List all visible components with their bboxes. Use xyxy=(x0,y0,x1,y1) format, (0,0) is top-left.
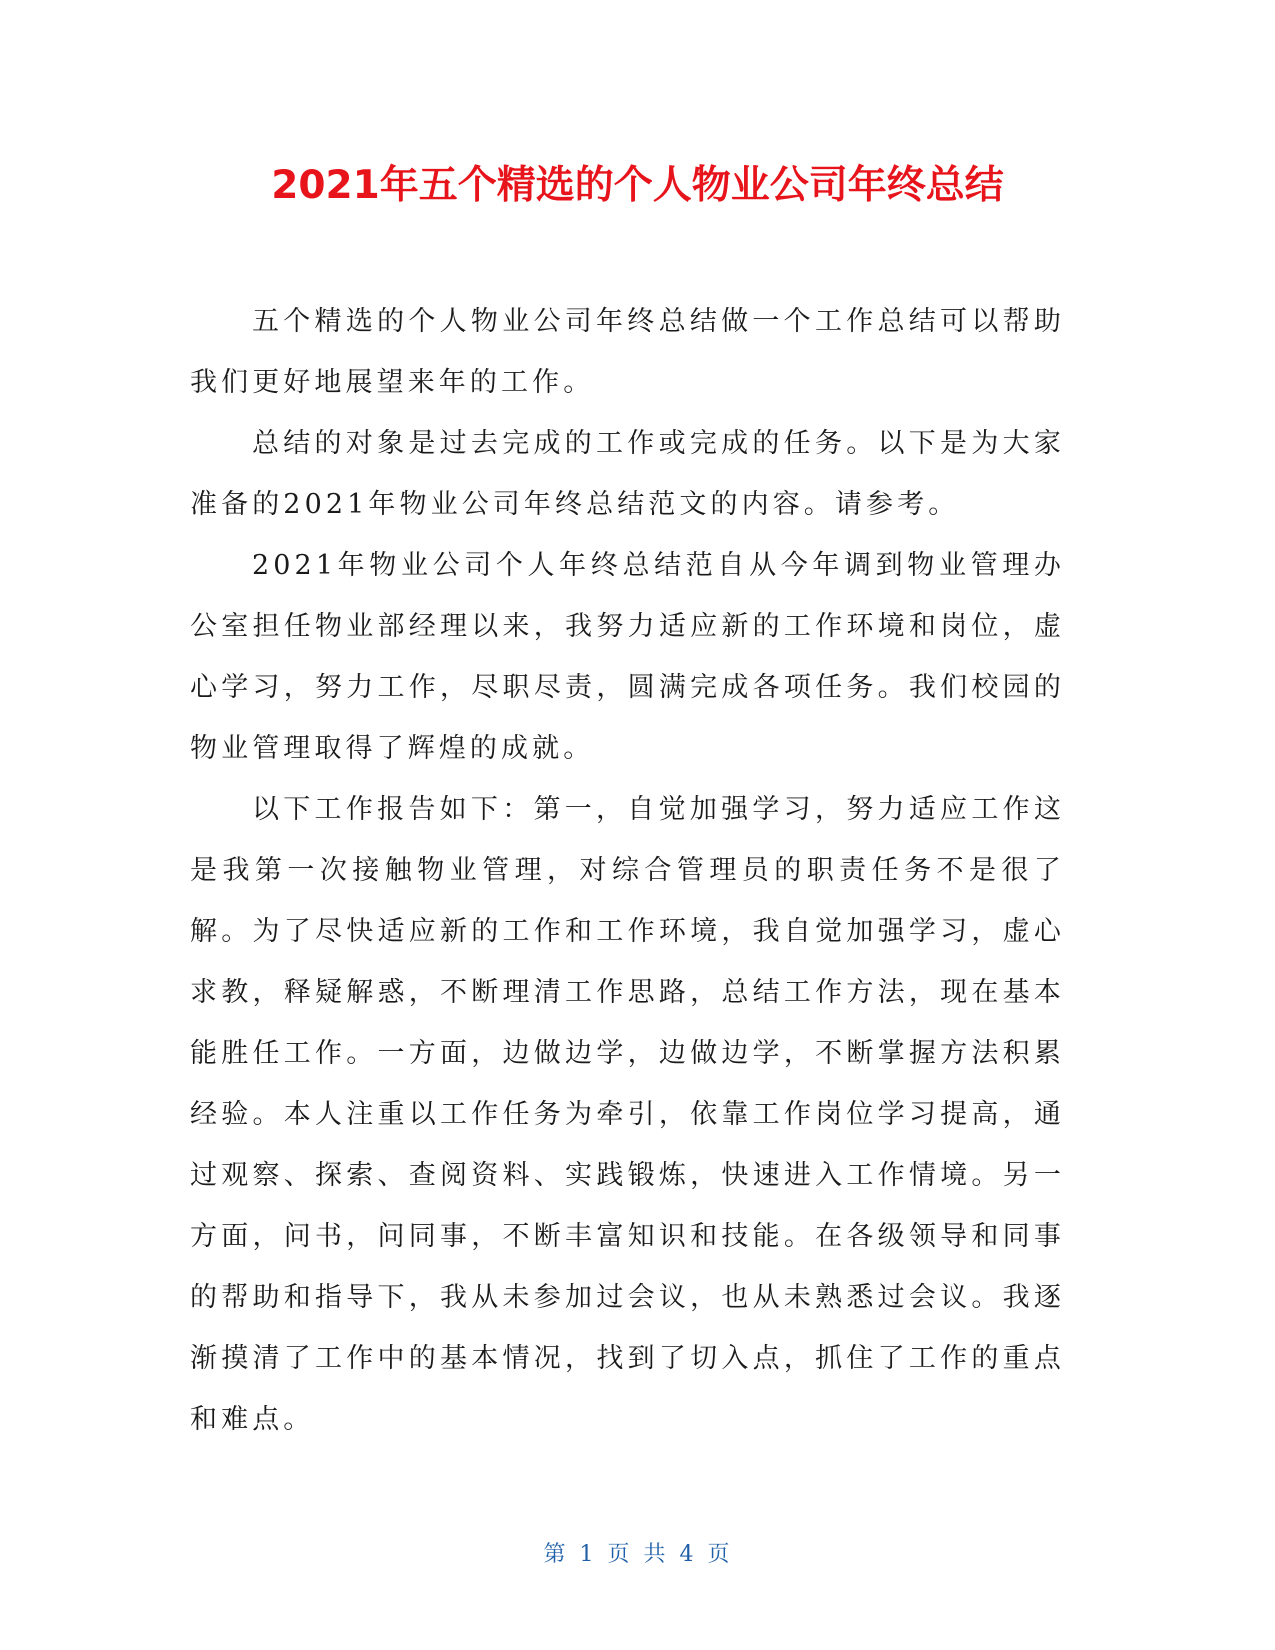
document-body xyxy=(190,291,1065,1450)
footer-prefix: 第 xyxy=(543,1542,568,1567)
paragraph-manager-role: 2021年物业公司个人年终总结范自从今年调到物业管理办公室担任物业部经理以来，我努力适应新的工作环境和岗位，虚心学习，努力工作，尽职尽责，圆满完成各项任务。我们校园的物业管理取得了辉煌的成就。 xyxy=(190,550,1065,764)
footer-page-label: 页 xyxy=(607,1542,632,1567)
footer-current-page: 1 xyxy=(579,1542,596,1567)
paragraph-work-report: 以下工作报告如下：第一，自觉加强学习，努力适应工作这是我第一次接触物业管理，对综合管理员的职责任务不是很了解。为了尽快适应新的工作和工作环境，我自觉加强学习，虚心求教，释疑解惑，不断理清工作思路，总结工作方法，现在基本能胜任工作。一方面，边做边学，边做边学，不断掌握方法积累经验。本人注重以工作任务为牵引，依靠工作岗位学习提高，通过观察、探索、查阅资料、实践锻炼，快速进入工作情境。另一方面，问书，问同事，不断丰富知识和技能。在各级领导和同事的帮助和指导下，我从未参加过会议，也从未熟悉过会议。我逐渐摸清了工作中的基本情况，找到了切入点，抓住了工作的重点和难点。 xyxy=(190,794,1065,1435)
document-title: 2021年五个精选的个人物业公司年终总结 xyxy=(271,163,1004,208)
footer-total-prefix: 共 xyxy=(643,1542,668,1567)
footer-total-label: 页 xyxy=(707,1542,732,1567)
paragraph-intro: 五个精选的个人物业公司年终总结做一个工作总结可以帮助我们更好地展望来年的工作。 xyxy=(190,306,1065,398)
footer-total-pages: 4 xyxy=(679,1542,696,1567)
paragraph-summary-object: 总结的对象是过去完成的工作或完成的任务。以下是为大家准备的2021年物业公司年终总结范文的内容。请参考。 xyxy=(190,428,1065,520)
page-footer xyxy=(0,1540,1275,1570)
